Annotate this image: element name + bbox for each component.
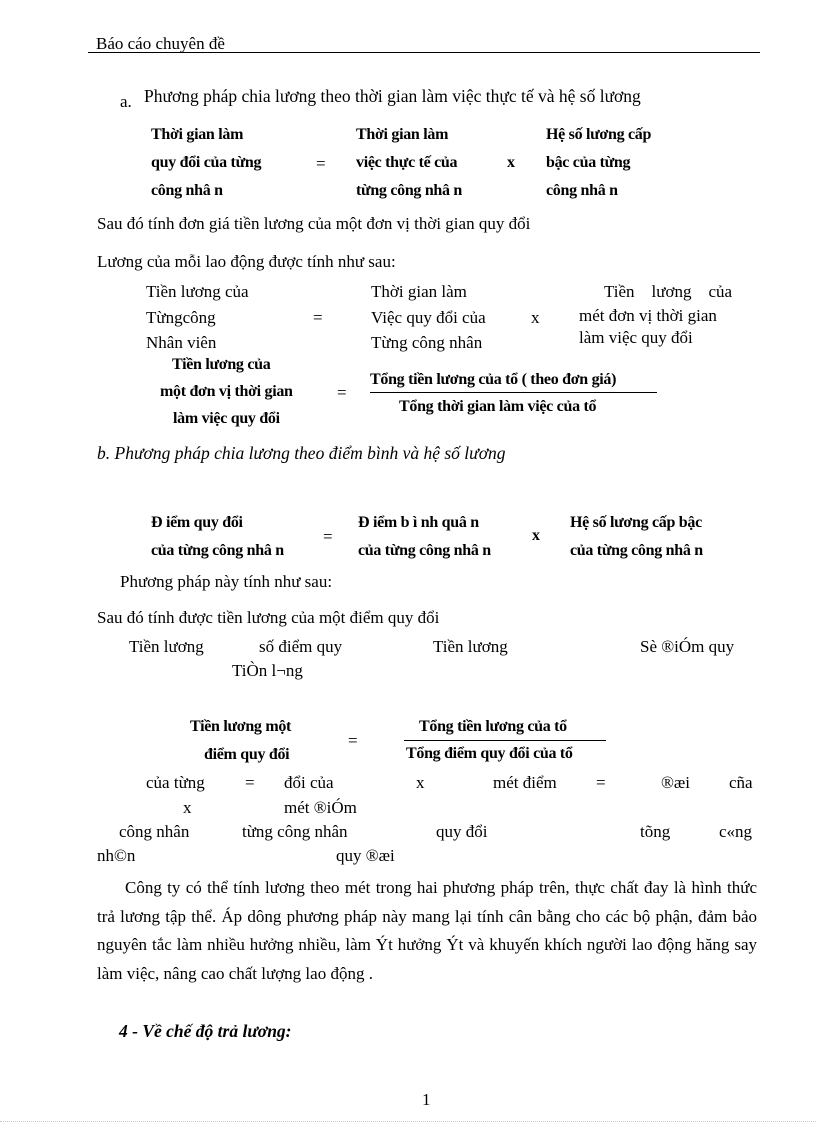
formula-a1-mid-line2: việc thực tế của xyxy=(356,154,458,171)
garbled-row3-col1: công nhân xyxy=(119,822,190,841)
section-a-line2: Lương của mỗi lao động được tính như sau: xyxy=(97,252,396,271)
section-b-line1: Phương pháp này tính như sau: xyxy=(120,572,333,591)
garbled-row3b-col1: nh©n xyxy=(97,846,136,865)
garbled-row2-col2: đổi của xyxy=(284,773,334,792)
formula-b2-left-line1: Tiền lương một xyxy=(190,718,292,735)
page-bottom-edge xyxy=(0,1121,816,1122)
formula-b2-denominator: Tổng điểm quy đổi của tổ xyxy=(406,745,573,762)
section-b-heading: b. Phương pháp chia lương theo điểm bình và hệ số lương xyxy=(97,443,506,463)
formula-a2-mid-line1: Thời gian làm xyxy=(371,282,467,301)
garbled-row3-col2: từng công nhân xyxy=(242,822,348,841)
garbled-row2-col5: cña xyxy=(729,773,753,792)
page-header-title: Báo cáo chuyên đề xyxy=(96,34,225,53)
formula-b1-mid-line2: của từng công nhâ n xyxy=(358,542,491,559)
header-rule xyxy=(88,52,760,53)
formula-a3-denominator: Tổng thời gian làm việc của tổ xyxy=(399,398,597,415)
section4-heading: 4 - Về chế độ trả lương: xyxy=(119,1021,292,1041)
section-b-line2: Sau đó tính được tiền lương của một điểm quy đổi xyxy=(97,608,440,627)
formula-a2-left-line2: Từngcông xyxy=(146,308,216,327)
formula-a1-right-line3: công nhâ n xyxy=(546,182,618,199)
garbled-row2-col1: của từng xyxy=(146,773,205,792)
formula-a2-right-line3: làm việc quy đổi xyxy=(579,328,693,347)
formula-a3-left-line3: làm việc quy đổi xyxy=(173,410,280,427)
garbled-row3-col3: quy đổi xyxy=(436,822,488,841)
section-a-heading: Phương pháp chia lương theo thời gian làm việc thực tế và hệ số lương xyxy=(144,86,641,106)
garbled-row2-col4: ®æi xyxy=(661,773,690,792)
garbled-row2b-text: mét ®iÓm xyxy=(284,798,357,817)
formula-a2-equals: = xyxy=(313,308,323,327)
formula-b2-equals: = xyxy=(348,731,358,750)
garbled-row2-times: x xyxy=(416,773,425,792)
formula-a1-mid-line1: Thời gian làm xyxy=(356,126,449,143)
garbled-row2-col3: mét điểm xyxy=(493,773,557,792)
formula-a2-mid-line3: Từng công nhân xyxy=(371,333,483,352)
formula-b1-equals: = xyxy=(323,527,333,546)
formula-a1-right-line1: Hệ số lương cấp xyxy=(546,126,652,143)
body-paragraph xyxy=(97,874,757,988)
formula-a1-times: x xyxy=(507,154,515,171)
formula-a2-right-line2: mét đơn vị thời gian xyxy=(579,306,717,325)
formula-a3-left-line1: Tiền lương của xyxy=(172,356,271,373)
garbled-row2-eq1: = xyxy=(245,773,255,792)
section-a-marker: a. xyxy=(120,92,132,111)
section-a-line1: Sau đó tính đơn giá tiền lương của một đơn vị thời gian quy đổi xyxy=(97,214,531,233)
formula-b2-left-line2: điểm quy đổi xyxy=(204,746,290,763)
formula-a2-left-line3: Nhân viên xyxy=(146,333,217,352)
formula-b1-left-line1: Đ iểm quy đổi xyxy=(151,514,243,531)
formula-a1-left-line1: Thời gian làm xyxy=(151,126,244,143)
formula-a1-equals: = xyxy=(316,154,326,173)
garbled-row3b-col2: quy ®æi xyxy=(336,846,395,865)
garbled-row1-col1: Tiền lương xyxy=(129,637,204,656)
page-number: 1 xyxy=(422,1090,431,1109)
garbled-row1-col2: số điểm quy xyxy=(259,637,343,656)
formula-a3-left-line2: một đơn vị thời gian xyxy=(160,383,293,400)
formula-b1-right-line2: của từng công nhâ n xyxy=(570,542,703,559)
formula-a2-times: x xyxy=(531,308,540,327)
formula-b2-numerator: Tổng tiền lương của tổ xyxy=(419,718,567,735)
garbled-row1b: TiÒn l¬ng xyxy=(232,661,303,680)
formula-a2-right-line1: Tiền lương của xyxy=(604,282,733,301)
body-paragraph-text: Công ty có thể tính lương theo mét trong hai phương pháp trên, thực chất đay là hình thức trả lương tập thể. Áp dông phương pháp này mang lại tính cân bằng cho các bộ phận, đảm bảo nguyên tắc làm nhiều hưởng nhiều, làm Ýt hưởng Ýt và khuyến khích người lao động hăng say làm việc, nâng cao chất lượng lao động . xyxy=(97,878,757,983)
garbled-row2b-x: x xyxy=(183,798,192,817)
garbled-row3-col5: c«ng xyxy=(719,822,753,841)
formula-b1-mid-line1: Đ iểm b ì nh quâ n xyxy=(358,514,479,531)
formula-b2-fraction-bar xyxy=(404,740,606,741)
formula-a1-left-line3: công nhâ n xyxy=(151,182,223,199)
garbled-row3-col4: tõng xyxy=(640,822,671,841)
formula-a1-mid-line3: từng công nhâ n xyxy=(356,182,463,199)
formula-a1-right-line2: bậc của từng xyxy=(546,154,631,171)
garbled-row2-eq2: = xyxy=(596,773,606,792)
formula-a3-equals: = xyxy=(337,383,347,402)
garbled-row1-col3: Tiền lương xyxy=(433,637,508,656)
formula-b1-times: x xyxy=(532,527,540,544)
formula-b1-left-line2: của từng công nhâ n xyxy=(151,542,284,559)
formula-a2-left-line1: Tiền lương của xyxy=(146,282,249,301)
formula-b1-right-line1: Hệ số lương cấp bậc xyxy=(570,514,702,531)
garbled-row1-col4: Sè ®iÓm quy xyxy=(640,637,735,656)
formula-a2-mid-line2: Việc quy đổi của xyxy=(371,308,486,327)
formula-a3-fraction-bar xyxy=(370,392,657,393)
formula-a3-numerator: Tổng tiền lương của tổ ( theo đơn giá) xyxy=(370,371,617,388)
formula-a1-left-line2: quy đổi của từng xyxy=(151,154,262,171)
